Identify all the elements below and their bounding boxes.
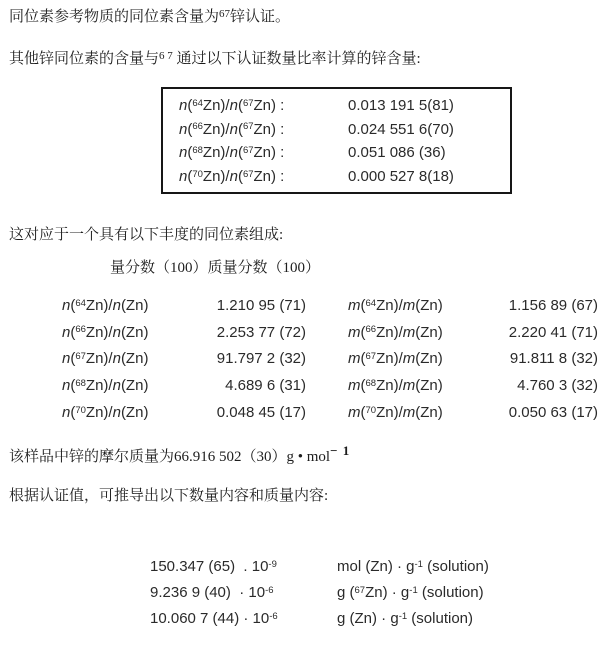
composition-row xyxy=(0,373,604,400)
amount-fraction-value: 91.797 2 (32) xyxy=(216,350,306,368)
mass-fraction-label: m($^{70}$Zn)/m(Zn) xyxy=(348,403,443,421)
derived-table xyxy=(150,554,489,632)
mass-fraction-value: 2.220 41 (71) xyxy=(508,323,598,341)
derived-row xyxy=(150,606,489,632)
ratio-row xyxy=(179,165,510,189)
amount-fraction-label: n($^{64}$Zn)/n(Zn) xyxy=(62,297,149,314)
certified-ratio-box xyxy=(161,87,512,194)
derived-intro: 根据认证值，可推导出以下数量内容和质量内容: xyxy=(9,488,329,504)
mass-fraction-label: m($^{67}$Zn)/m(Zn) xyxy=(348,350,443,368)
ratio-label: n($^{66}$Zn)/n($^{67}$Zn) : xyxy=(179,120,285,138)
amount-fraction-label: n($^{68}$Zn)/n(Zn) xyxy=(62,377,149,395)
ratio-value: 0.024 551 6(70) xyxy=(348,120,454,138)
amount-fraction-value: 2.253 77 (72) xyxy=(216,323,306,341)
ratio-label: n($^{70}$Zn)/n($^{67}$Zn) : xyxy=(179,167,285,185)
ratio-value: 0.051 086 (36) xyxy=(348,144,446,162)
derived-unit: g $(Zn) \cdot g^{-1}$ (solution) xyxy=(337,609,473,627)
derived-row xyxy=(150,580,489,606)
intro-line-1: 同位素参考物质的同位素含量为$^{67}$锌认证。 xyxy=(9,7,291,25)
mass-fraction-label: m($^{68}$Zn)/m(Zn) xyxy=(348,377,443,395)
composition-row xyxy=(0,293,604,320)
ratio-row xyxy=(179,141,510,165)
derived-value: 9.236 9 $(40) \cdot 10^{-6}$ xyxy=(150,583,274,601)
derived-unit: g $(^{67}Zn) \cdot g^{-1}$ (solution) xyxy=(337,583,484,601)
composition-row xyxy=(0,346,604,373)
composition-header: 量分数（100）质量分数（100） xyxy=(110,260,321,276)
mass-fraction-label: m($^{66}$Zn)/m(Zn) xyxy=(348,323,443,341)
composition-table xyxy=(0,293,604,427)
composition-row xyxy=(0,400,604,427)
mass-fraction-value: 0.050 63 (17) xyxy=(508,403,598,421)
amount-fraction-label: n($^{66}$Zn)/n(Zn) xyxy=(62,323,149,341)
mass-fraction-value: 4.760 3 (32) xyxy=(517,377,598,395)
intro-line-2: 其他锌同位素的含量与$^{6 7}$ 通过以下认证数量比率计算的锌含量: xyxy=(9,49,421,67)
composition-row xyxy=(0,320,604,347)
derived-value: 150.347 (65) . $10^{-9}$ xyxy=(150,558,277,575)
composition-intro: 这对应于一个具有以下丰度的同位素组成: xyxy=(9,227,284,243)
ratio-label: n($^{68}$Zn)/n($^{67}$Zn) : xyxy=(179,144,285,162)
amount-fraction-value: 1.210 95 (71) xyxy=(216,297,306,314)
ratio-row xyxy=(179,94,510,118)
derived-row xyxy=(150,554,489,580)
ratio-value: 0.000 527 8(18) xyxy=(348,167,454,185)
ratio-row xyxy=(179,118,510,142)
amount-fraction-value: 4.689 6 (31) xyxy=(225,377,306,395)
mass-fraction-value: 1.156 89 (67) xyxy=(508,297,598,314)
amount-fraction-value: 0.048 45 (17) xyxy=(216,403,306,421)
molar-mass-line: 该样品中锌的摩尔质量为66.916 502（30）g • mol$^{- 1}$ xyxy=(9,443,351,465)
derived-unit: mol $(Zn) \cdot g^{-1}$ (solution) xyxy=(337,558,489,575)
amount-fraction-label: n($^{67}$Zn)/n(Zn) xyxy=(62,350,149,368)
mass-fraction-value: 91.811 8 (32) xyxy=(509,350,598,368)
ratio-label: n($^{64}$Zn)/n($^{67}$Zn) : xyxy=(179,97,285,114)
mass-fraction-label: m($^{64}$Zn)/m(Zn) xyxy=(348,297,443,314)
derived-value: 10.060 7 $(44) \cdot 10^{-6}$ xyxy=(150,609,278,627)
ratio-value: 0.013 191 5(81) xyxy=(348,97,454,114)
amount-fraction-label: n($^{70}$Zn)/n(Zn) xyxy=(62,403,149,421)
